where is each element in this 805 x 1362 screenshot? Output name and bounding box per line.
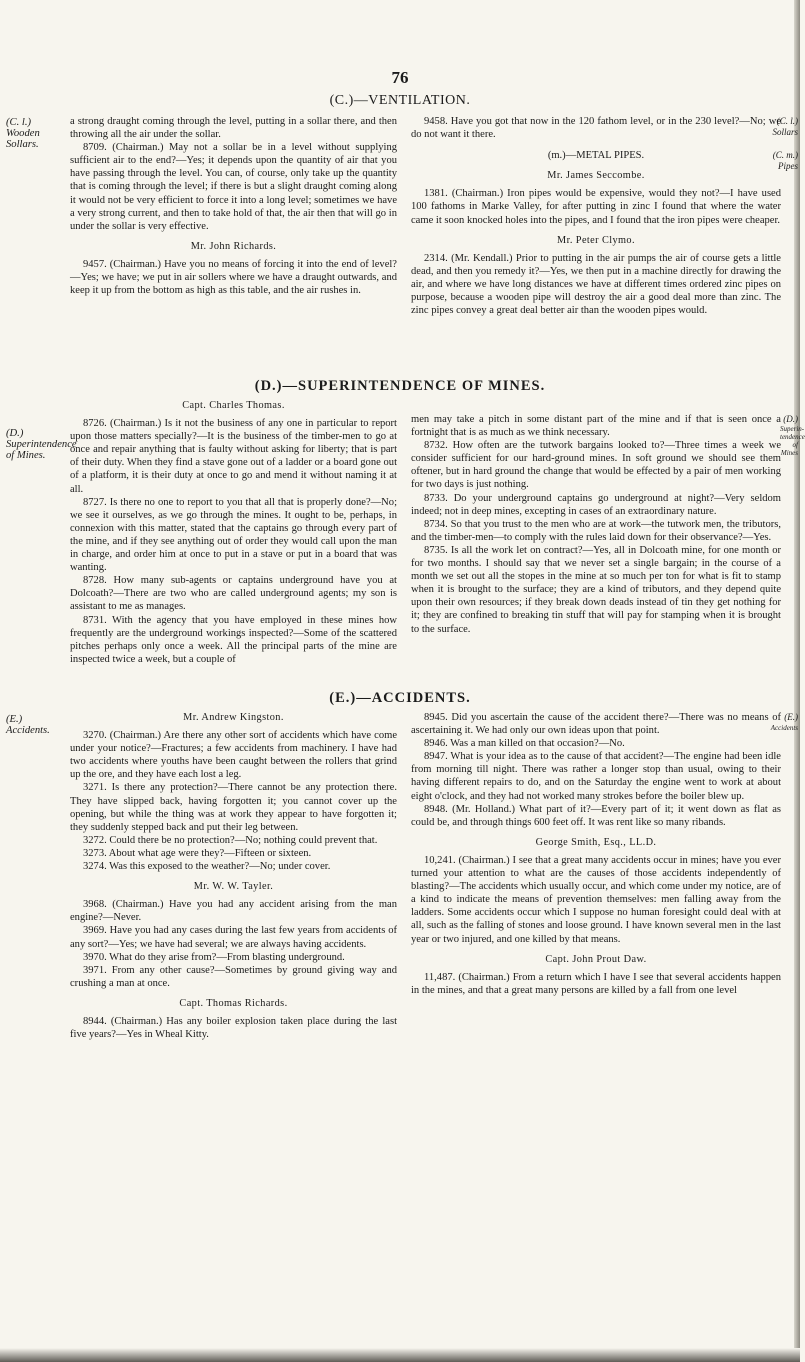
witness-name: Capt. John Prout Daw.	[545, 953, 647, 965]
paragraph: 8947. What is your idea as to the cause of that accident?—The engine had been idle from morning till night. There was rather a longer stop than usual, owing to their having different repairs to do, and on the Saturday the engine went to work at about eight o'clock, and they had not worked many strokes before the boiler blew up.	[411, 751, 781, 802]
paragraph: 3272. Could there be no protection?—No; nothing could prevent that.	[83, 834, 378, 846]
witness-name: Mr. Peter Clymo.	[557, 234, 635, 246]
paragraph: 11,487. (Chairman.) From a return which I have I see that several accidents happen in the mines, and that a great many persons are killed by a fall from one level	[411, 971, 781, 996]
right-margin-label: Sollars	[772, 127, 798, 137]
paragraph: 3970. What do they arise from?—From blasting underground.	[83, 951, 345, 963]
paragraph: 8728. How many sub-agents or captains underground have you at Dolcoath?—There are two who are called underground agents; my son is assistant to me as manages.	[70, 575, 397, 613]
paragraph: 8733. Do your underground captains go underground at night?—Very seldom indeed; not in deep mines, excepting in cases of an extraordinary nature.	[411, 492, 781, 517]
paragraph: 2314. (Mr. Kendall.) Prior to putting in the air pumps the air of course gets a little dead, and then you remedy it?—Yes, we then put in a machine directly for drawing the air, and where we have long distances we have at different times ordered zinc pipes on purpose, because a wooden pipe will destroy the air a good deal more than zinc. The zinc pipes convey a great deal better air than the wooden pipes would.	[411, 252, 781, 317]
witness-name: Mr. W. W. Tayler.	[193, 881, 274, 893]
right-margin-label: Superin-tendence of Mines	[780, 425, 805, 457]
section-heading-metal-pipes: (m.)—METAL PIPES.	[547, 150, 645, 162]
paragraph: 3273. About what age were they?—Fifteen or sixteen.	[83, 847, 312, 859]
paragraph: 8735. Is all the work let on contract?—Yes, all in Dolcoath mine, for one month or for two months. I should say that we never set a single bargain; in the course of a month we set out all the stopes in the mine at so much per ton for what is fit to stamp when it is brought to the surface; they are a kind of tributors, and they depend quite upon their own resources; if they break down deads instead of tin they get nothing for it; they are confined to breaking tin stuff that will pay for stamping when it is brought to the surface.	[411, 544, 781, 635]
side-label-wooden-sollars: (C. l.) Wooden Sollars.	[6, 117, 40, 150]
witness-name: Mr. Andrew Kingston.	[183, 712, 284, 723]
paragraph: 8734. So that you trust to the men who are at work—the tutwork men, the tributors, and the timber-men—to comply with the rules laid down for their observance?—Yes.	[411, 518, 781, 543]
paragraph: 8731. With the agency that you have employed in these mines how frequently are the underground workings inspected?—Some of the scattered pitches perhaps only once a week. All the principal parts of the mine are inspected twice a week, but a couple of	[70, 614, 397, 665]
paragraph: 3270. (Chairman.) Are there any other sort of accidents which have come under your notice?—Fractures; a few accidents from machinery. I have had two accidents where youths have been caught between the rollers that grind up the ore, and they have each lost a leg.	[70, 730, 397, 781]
right-margin-label: (E.)	[784, 712, 798, 722]
paragraph: 8709. (Chairman.) May not a sollar be in a level without supplying sufficient air to the end?—Yes; it depends upon the quantity of air that you have passing through the level. You can, of course, only take up the quantity that is coming through the level; if there is but a slight draught coming along it would not be very efficient to force it into a long level; sometimes we have a very strong current, and then to take hold of that, the air then that will go in under the sollar is very effective.	[70, 142, 397, 232]
paragraph: 3274. Was this exposed to the weather?—No; under cover.	[83, 861, 331, 873]
column-right-block1	[411, 115, 781, 317]
paragraph: 3971. From any other cause?—Sometimes by ground giving way and crushing a man at once.	[70, 964, 397, 989]
paragraph: 8944. (Chairman.) Has any boiler explosion taken place during the last five years?—Yes in Wheal Kitty.	[70, 1015, 397, 1041]
paragraph: 10,241. (Chairman.) I see that a great many accidents occur in mines; have you ever turned your attention to what are the causes of those accidents independently of blasting?—The accidents which usually occur, and which come under my notice, are of a kind to indicate the means of prevention themselves: men falling away from the ladders. Some accidents occur which I suppose no human foresight could deal with at all, such as the falling of stones and loose ground. I have known several men in the last year or two injured, and one killed by that means.	[411, 854, 781, 945]
page-edge-shadow	[794, 0, 800, 1362]
right-margin-label: Accidents	[770, 724, 798, 732]
column-left-block3	[70, 711, 397, 1041]
page-number: 76	[391, 68, 409, 87]
right-margin-label: Pipes	[778, 161, 798, 171]
paragraph: 8946. Was a man killed on that occasion?—No.	[424, 738, 625, 750]
witness-name: George Smith, Esq., LL.D.	[535, 836, 657, 848]
witness-name: Mr. John Richards.	[190, 240, 277, 252]
side-label-superintendence: (D.) Superintendence of Mines.	[6, 428, 77, 461]
page-bottom-shadow	[0, 1348, 800, 1362]
paragraph: 3969. Have you had any cases during the last few years from accidents of any sort?—Yes; we have had several; we are always having accidents.	[70, 925, 397, 950]
paragraph: 9457. (Chairman.) Have you no means of forcing it into the end of level?—Yes; we have; we put in air sollers where we have a draught outwards, and keep it up from the bottom as high as this table, and the air rushes in.	[70, 258, 397, 297]
paragraph: 8948. (Mr. Holland.) What part of it?—Every part of it; it went down as flat as could be, and through things 600 feet off. It was rent like so many ribands.	[411, 803, 781, 828]
paragraph: 3968. (Chairman.) Have you had any accident arising from the man engine?—Never.	[70, 899, 397, 924]
paragraph: 3271. Is there any protection?—There cannot be any protection there. They have slipped back, having forgotten it; you cannot cover up the opening, but while the thing was at work they appear to have forgotten it; they suddenly stepped back and put their leg between.	[70, 782, 397, 833]
column-left-block1	[70, 115, 397, 297]
column-right-block3	[411, 711, 781, 997]
paragraph: 9458. Have you got that now in the 120 fathom level, or in the 230 level?—No; we do not want it there.	[411, 116, 781, 141]
paragraph: men may take a pitch in some distant part of the mine and if that is seen once a fortnight that is as much as we think necessary.	[411, 414, 781, 439]
witness-name: Capt. Thomas Richards.	[179, 997, 288, 1009]
section-heading-superintendence: (D.)—SUPERINTENDENCE OF MINES.	[254, 378, 546, 394]
right-margin-label: (C. m.)	[772, 150, 798, 160]
paragraph: 8732. How often are the tutwork bargains looked to?—Three times a week we consider sufficient for our hard-ground mines. In soft ground we should see them oftener, but in hard ground the change that would be effected by a pair of men working for two days is just nothing.	[411, 440, 781, 491]
column-right-block2	[411, 413, 781, 636]
section-heading-accidents: (E.)—ACCIDENTS.	[329, 690, 471, 706]
paragraph: 8727. Is there no one to report to you that all that is properly done?—No; we see it ourselves, as we go through the mines. It ought to be, perhaps, in connexion with this matter, stated that the captains go through every part of the mine, and if they see anything out of order they would call upon the man in charge, and order him at once to put in a stave or put in a board that was wanting.	[70, 496, 397, 574]
paragraph: 8945. Did you ascertain the cause of the accident there?—There was no means of ascertaining it. We had only our own ideas upon that point.	[411, 712, 781, 737]
side-label-accidents: (E.) Accidents.	[6, 714, 50, 736]
witness-name: Capt. Charles Thomas.	[182, 400, 285, 411]
witness-name: Mr. James Seccombe.	[547, 170, 645, 182]
paragraph: a strong draught coming through the level, putting in a sollar there, and then throwing all the air under the sollar.	[70, 116, 397, 141]
right-margin-label: (D.)	[783, 414, 798, 424]
right-margin-label: (C. l.)	[776, 116, 798, 126]
paragraph: 8726. (Chairman.) Is it not the business of any one in particular to report upon those matters specially?—It is the business of the timber-men to go at once and repair anything that is faulty without asking for liberty; that is part of their duty. When they find a stave gone out of a ladder or a board gone out of a platform, it is their duty at once to go and mend it without naming it at all.	[70, 418, 397, 495]
paragraph: 1381. (Chairman.) Iron pipes would be expensive, would they not?—I have used 100 fathoms in Marke Valley, for after putting in zinc I found that where the water came it soon knocked holes into the pipes, and I found that the iron pipes were cheaper.	[411, 188, 781, 226]
running-header: (C.)—VENTILATION.	[329, 93, 471, 108]
column-left-block2	[70, 399, 397, 666]
